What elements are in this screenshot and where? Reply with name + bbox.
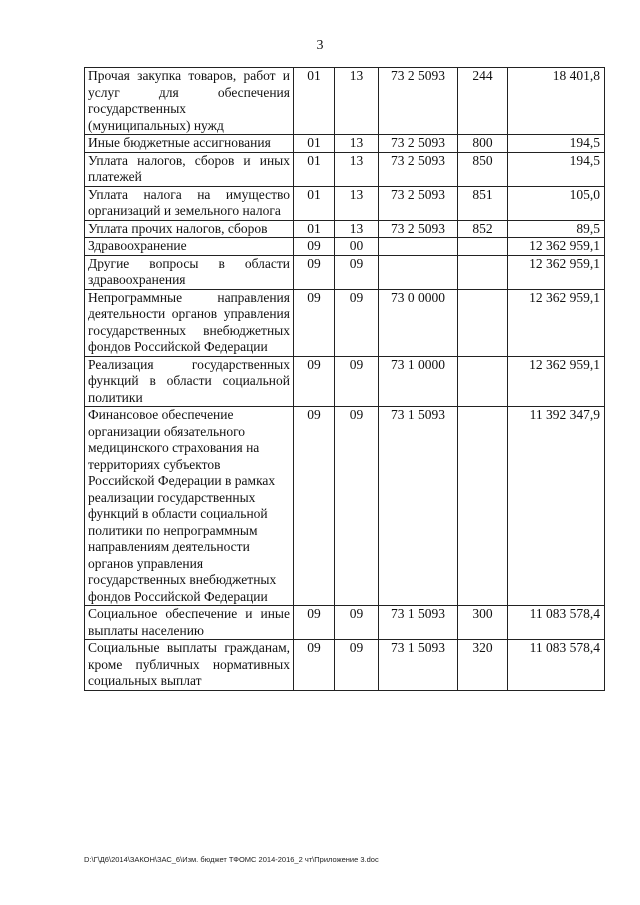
row-amount: 105,0	[508, 186, 605, 220]
table-row	[85, 407, 605, 606]
row-expense-type: 320	[458, 640, 508, 691]
row-target-article: 73 1 5093	[379, 640, 458, 691]
row-section-code: 09	[294, 356, 335, 407]
row-amount: 12 362 959,1	[508, 238, 605, 256]
row-target-article	[379, 255, 458, 289]
row-expense-type: 800	[458, 135, 508, 153]
row-subsection-code: 13	[335, 152, 379, 186]
row-name-cell: Здравоохранение	[85, 238, 294, 256]
row-amount: 12 362 959,1	[508, 255, 605, 289]
row-target-article: 73 1 0000	[379, 356, 458, 407]
row-section-code: 09	[294, 640, 335, 691]
row-subsection-code: 09	[335, 255, 379, 289]
row-target-article: 73 2 5093	[379, 152, 458, 186]
page-number: 3	[316, 38, 324, 53]
row-target-article: 73 2 5093	[379, 220, 458, 238]
row-expense-type: 850	[458, 152, 508, 186]
row-name-cell: Уплата прочих налогов, сборов	[85, 220, 294, 238]
row-expense-type: 300	[458, 606, 508, 640]
row-subsection-code: 09	[335, 407, 379, 606]
budget-table	[84, 67, 605, 691]
row-subsection-code: 13	[335, 135, 379, 153]
row-section-code: 09	[294, 255, 335, 289]
row-name-cell: Другие вопросы в области здравоохранения	[85, 255, 294, 289]
row-amount: 18 401,8	[508, 68, 605, 135]
row-expense-type: 851	[458, 186, 508, 220]
row-name-cell: Социальные выплаты гражданам, кроме публичных нормативных социальных выплат	[85, 640, 294, 691]
row-expense-type	[458, 255, 508, 289]
row-section-code: 01	[294, 152, 335, 186]
table-row	[85, 68, 605, 135]
row-target-article: 73 2 5093	[379, 186, 458, 220]
row-amount: 12 362 959,1	[508, 289, 605, 356]
row-target-article: 73 1 5093	[379, 606, 458, 640]
row-section-code: 09	[294, 289, 335, 356]
table-row	[85, 289, 605, 356]
table-row	[85, 238, 605, 256]
footer-file-path: D:\Г\Д6\2014\ЗАКОН\ЗАС_6\Изм. бюджет ТФОМС 2014-2016_2 чт\Приложение 3.doc	[84, 855, 379, 864]
row-target-article: 73 2 5093	[379, 135, 458, 153]
row-expense-type: 244	[458, 68, 508, 135]
row-name-cell: Реализация государственных функций в области социальной политики	[85, 356, 294, 407]
row-section-code: 01	[294, 68, 335, 135]
row-name-cell: Иные бюджетные ассигнования	[85, 135, 294, 153]
row-expense-type	[458, 407, 508, 606]
row-name-cell: Уплата налогов, сборов и иных платежей	[85, 152, 294, 186]
row-section-code: 09	[294, 238, 335, 256]
row-name-cell: Прочая закупка товаров, работ и услуг для обеспечения государственных (муниципальных) нужд	[85, 68, 294, 135]
row-subsection-code: 13	[335, 186, 379, 220]
row-target-article: 73 1 5093	[379, 407, 458, 606]
row-subsection-code: 13	[335, 220, 379, 238]
table-row	[85, 606, 605, 640]
row-subsection-code: 00	[335, 238, 379, 256]
row-amount: 11 392 347,9	[508, 407, 605, 606]
row-name-cell: Социальное обеспечение и иные выплаты населению	[85, 606, 294, 640]
row-section-code: 09	[294, 407, 335, 606]
table-row	[85, 640, 605, 691]
table-row	[85, 135, 605, 153]
row-expense-type: 852	[458, 220, 508, 238]
row-section-code: 01	[294, 186, 335, 220]
row-subsection-code: 09	[335, 640, 379, 691]
row-amount: 194,5	[508, 135, 605, 153]
row-target-article: 73 0 0000	[379, 289, 458, 356]
row-name-cell: Непрограммные направления деятельности органов управления государственных внебюджетных фондов Российской Федерации	[85, 289, 294, 356]
row-target-article: 73 2 5093	[379, 68, 458, 135]
row-subsection-code: 09	[335, 289, 379, 356]
table-row	[85, 186, 605, 220]
table-row	[85, 152, 605, 186]
row-name-cell: Уплата налога на имущество организаций и земельного налога	[85, 186, 294, 220]
row-amount: 89,5	[508, 220, 605, 238]
row-subsection-code: 13	[335, 68, 379, 135]
row-section-code: 09	[294, 606, 335, 640]
table-row	[85, 255, 605, 289]
row-subsection-code: 09	[335, 356, 379, 407]
row-expense-type	[458, 356, 508, 407]
row-subsection-code: 09	[335, 606, 379, 640]
row-section-code: 01	[294, 135, 335, 153]
table-row	[85, 220, 605, 238]
row-amount: 194,5	[508, 152, 605, 186]
row-amount: 11 083 578,4	[508, 640, 605, 691]
row-expense-type	[458, 289, 508, 356]
row-amount: 11 083 578,4	[508, 606, 605, 640]
table-row	[85, 356, 605, 407]
row-expense-type	[458, 238, 508, 256]
row-amount: 12 362 959,1	[508, 356, 605, 407]
table-body	[85, 68, 605, 691]
row-section-code: 01	[294, 220, 335, 238]
row-name-cell: Финансовое обеспечение организации обязательного медицинского страхования на территориях субъектов Российской Федерации в рамках реализации государственных функций в области социальной политики по непрограммным направлениям деятельности органов управления государственных внебюджетных фондов Российской Федерации	[85, 407, 294, 606]
row-target-article	[379, 238, 458, 256]
